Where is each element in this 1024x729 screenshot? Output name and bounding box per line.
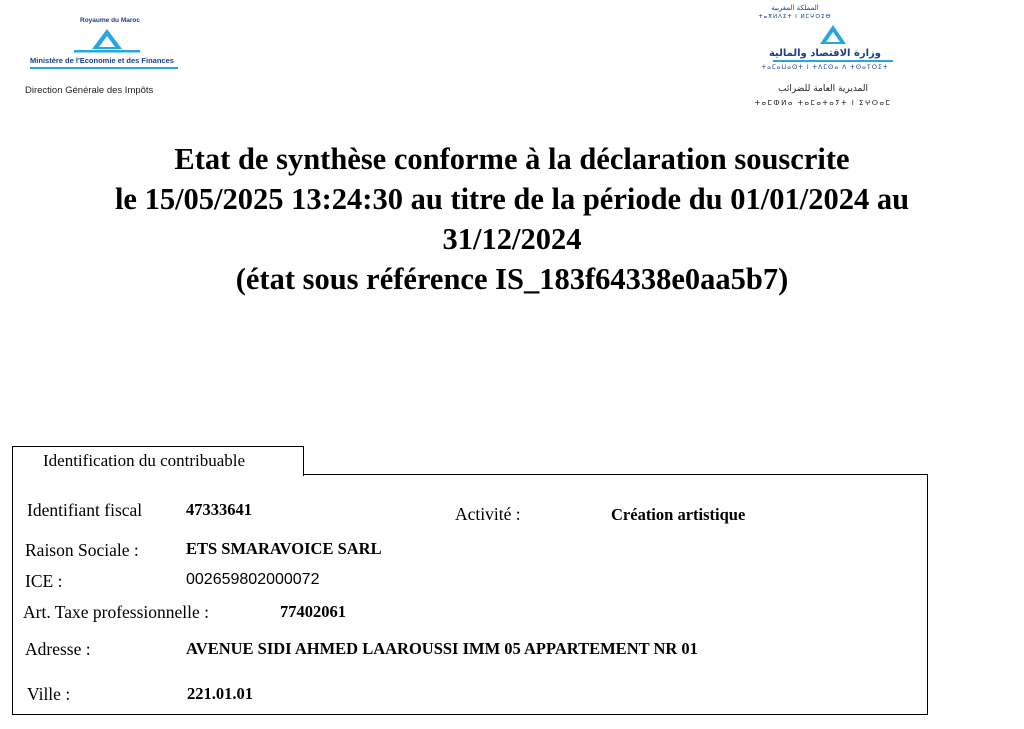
ice-label: ICE : [25,571,63,591]
ville-value: 221.01.01 [187,684,253,703]
adresse-label: Adresse : [25,639,91,659]
raison-sociale-label: Raison Sociale : [25,540,139,560]
dgi-logo-ar [745,4,925,108]
document-title [20,139,1004,299]
directorate-label-tifinagh: ⵜⴰⵎⵀⵍⴰ ⵜⴰⵎⴰⵜⴰⵢⵜ ⵏ ⵉⵖⵔⴰⵎ [754,99,892,107]
directorate-label: Direction Générale des Impôts [25,85,154,96]
title-line-2: le 15/05/2025 13:24:30 au titre de la période du 01/01/2024 au [114,182,910,216]
title-line-4: (état sous référence IS_183f64338e0aa5b7) [235,262,789,296]
logo-underline [30,67,178,70]
ministry-label-tifinagh: ⵜⴰⵎⴰⵡⴰⵙⵜ ⵏ ⵜⴷⵎⵙⴰ ⴷ ⵜⵙⴰⵢⵔⵉⵜ [761,64,889,71]
identifiant-fiscal-value: 47333641 [186,500,252,519]
dgi-logo-fr [22,14,182,104]
dgi-emblem-icon [74,27,140,55]
identifiant-fiscal-label: Identifiant fiscal [27,500,143,520]
kingdom-label-ar: المملكة المغربية [771,4,819,12]
taxe-professionnelle-value: 77402061 [280,602,346,621]
adresse-value: AVENUE SIDI AHMED LAAROUSSI IMM 05 APPARTEMENT NR 01 [186,639,698,658]
taxe-professionnelle-label: Art. Taxe professionnelle : [23,602,210,622]
ministry-label-ar: وزارة الاقتصاد والمالية [768,48,882,59]
directorate-label-ar: المديرية العامة للضرائب [778,84,868,94]
section-label: Identification du contribuable [43,451,246,470]
kingdom-label: Royaume du Maroc [80,17,140,24]
ville-label: Ville : [27,684,71,704]
activite-value: Création artistique [611,505,746,524]
ice-value: 002659802000072 [186,571,320,588]
logo-underline [773,60,893,63]
dgi-emblem-icon [813,24,853,50]
raison-sociale-value: ETS SMARAVOICE SARL [186,539,382,558]
title-line-3: 31/12/2024 [442,222,582,256]
activite-label: Activité : [455,504,521,524]
ministry-label: Ministère de l'Economie et des Finances [30,56,174,65]
identification-section-tab [12,446,304,476]
kingdom-label-tifinagh: ⵜⴰⴳⵍⴷⵉⵜ ⵏ ⵍⵎⵖⵔⵉⴱ [758,14,832,20]
title-line-1: Etat de synthèse conforme à la déclaration souscrite [174,142,850,176]
